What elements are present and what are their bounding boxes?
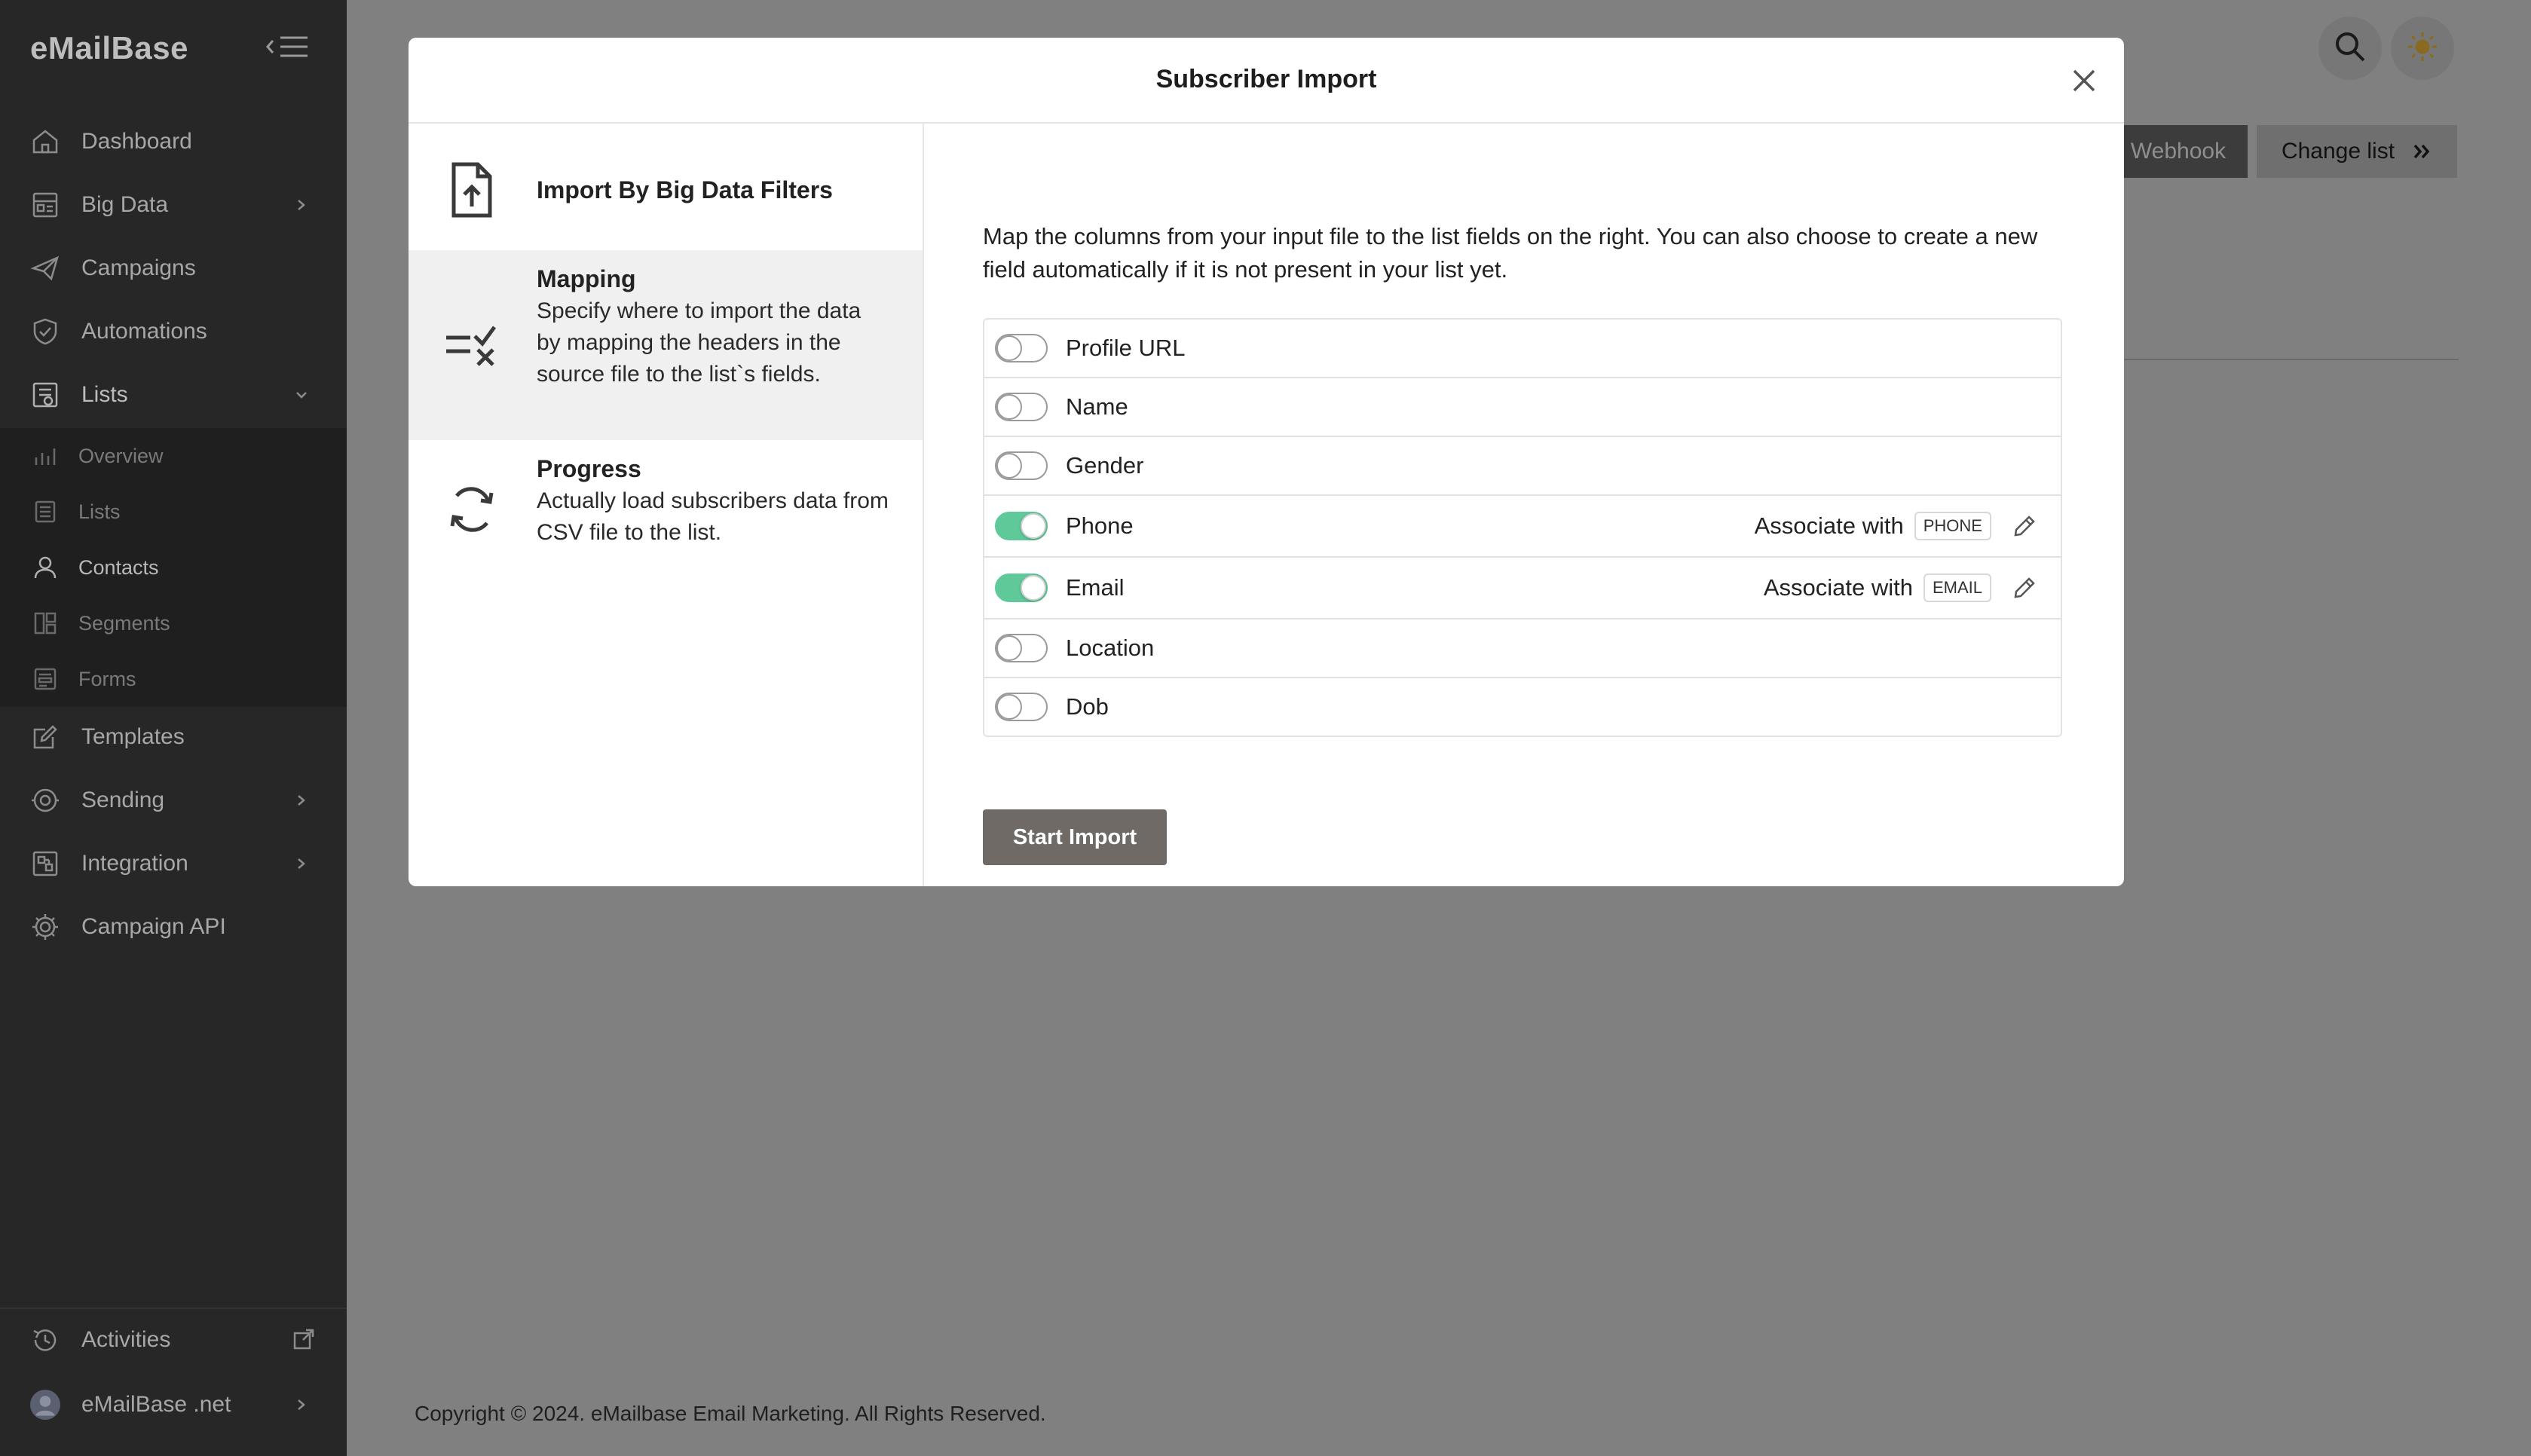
field-row-profile-url (984, 320, 2061, 378)
submenu-item-label: Segments (78, 611, 170, 635)
sidebar-item-label: Automations (81, 319, 207, 344)
chevron-right-icon (292, 790, 311, 811)
submenu-item-label: Forms (78, 667, 136, 690)
sidebar-item-label: Campaign API (81, 914, 226, 939)
field-name: Phone (1066, 512, 1134, 539)
field-tag-badge: EMAIL (1923, 574, 1991, 602)
avatar (29, 1388, 62, 1421)
sidebar-item-campaigns[interactable] (0, 237, 347, 300)
chevron-right-icon (292, 1394, 311, 1415)
webhook-button[interactable]: Webhook (2109, 125, 2248, 178)
close-icon (2067, 88, 2101, 101)
field-toggle[interactable] (995, 693, 1048, 721)
sidebar-item-integration[interactable] (0, 832, 347, 895)
history-icon (29, 1323, 62, 1357)
field-toggle[interactable] (995, 634, 1048, 662)
field-toggle[interactable] (995, 334, 1048, 362)
field-row-name (984, 378, 2061, 437)
sidebar-item-activities[interactable] (0, 1308, 347, 1372)
submenu-item-label: Overview (78, 444, 164, 467)
submenu-item-forms[interactable] (0, 651, 347, 707)
shield-check-icon (29, 315, 62, 348)
field-mapping-table (983, 318, 2062, 737)
sidebar-item-templates[interactable] (0, 705, 347, 769)
sidebar (0, 0, 347, 1456)
lists-submenu (0, 428, 347, 707)
list-icon (29, 378, 62, 411)
sidebar-item-label: Sending (81, 788, 165, 812)
field-row-gender (984, 437, 2061, 496)
sidebar-item-label: Templates (81, 724, 185, 749)
step-description: Specify where to import the data by mapping the headers in the source file to the list`s fields. (537, 298, 862, 387)
external-link-icon[interactable] (292, 1328, 315, 1349)
segments-icon (32, 610, 59, 637)
association (1764, 574, 2037, 602)
field-toggle[interactable] (995, 512, 1048, 540)
user-icon (32, 554, 59, 581)
chevron-right-icon (292, 853, 311, 874)
field-name: Email (1066, 574, 1125, 601)
sidebar-item-label: Campaigns (81, 255, 196, 280)
step-title: Import By Big Data Filters (537, 176, 833, 203)
field-name: Name (1066, 393, 1128, 420)
send-icon (29, 252, 62, 285)
database-icon (29, 188, 62, 222)
collapse-sidebar-icon[interactable] (265, 32, 311, 62)
field-row-dob (984, 678, 2061, 736)
step-title: Mapping (537, 265, 636, 292)
search-icon (2333, 29, 2367, 68)
pencil-icon[interactable] (2012, 514, 2037, 538)
submenu-item-lists[interactable] (0, 484, 347, 540)
submenu-item-label: Contacts (78, 555, 159, 579)
sidebar-item-campaign-api[interactable] (0, 895, 347, 959)
chevron-down-icon (292, 384, 311, 405)
modal-header (409, 38, 2124, 124)
sidebar-item-label: Activities (81, 1327, 171, 1352)
step-description: Actually load subscribers data from CSV file to the list. (537, 488, 889, 545)
theme-toggle-button[interactable] (2391, 17, 2454, 80)
sidebar-item-label: Big Data (81, 192, 169, 217)
mapping-instructions: Map the columns from your input file to the list fields on the right. You can also choose to create a new field automatically if it is not present in your list yet. (983, 223, 2038, 283)
import-steps (409, 124, 924, 886)
double-chevron-right-icon (2411, 141, 2432, 162)
modal-title: Subscriber Import (1155, 65, 1377, 93)
close-button[interactable] (2067, 63, 2101, 98)
step-mapping[interactable] (409, 250, 923, 440)
field-row-location (984, 619, 2061, 678)
sidebar-item-automations[interactable] (0, 300, 347, 363)
search-button[interactable] (2318, 17, 2382, 80)
field-name: Dob (1066, 693, 1109, 720)
change-list-label: Change list (2281, 139, 2395, 164)
sidebar-item-account[interactable] (0, 1373, 347, 1436)
field-toggle[interactable] (995, 574, 1048, 602)
list-icon (32, 498, 59, 525)
associate-label: Associate with (1763, 574, 1913, 601)
chevron-right-icon (292, 194, 311, 216)
association (1755, 512, 2037, 540)
change-list-button[interactable] (2257, 125, 2457, 178)
pencil-icon[interactable] (2012, 576, 2037, 600)
home-icon (29, 125, 62, 158)
integration-icon (29, 847, 62, 880)
field-tag-badge: PHONE (1914, 512, 1991, 540)
sidebar-item-label: eMailBase .net (81, 1392, 231, 1417)
step-title: Progress (537, 455, 641, 482)
field-name: Location (1066, 635, 1155, 661)
submenu-item-label: Lists (78, 500, 121, 523)
sending-icon (29, 784, 62, 817)
step-progress[interactable] (409, 440, 923, 561)
mapping-icon (442, 315, 502, 375)
field-toggle[interactable] (995, 451, 1048, 480)
edit-square-icon (29, 720, 62, 754)
step-import-by-big-data-filters[interactable] (409, 124, 923, 250)
gear-icon (29, 910, 62, 944)
sidebar-item-lists[interactable] (0, 363, 347, 427)
subscriber-import-modal (409, 38, 2124, 886)
sidebar-item-label: Lists (81, 382, 128, 407)
file-upload-icon (442, 160, 502, 220)
field-row-email (984, 558, 2061, 619)
copyright-text: Copyright © 2024. eMailbase Email Marketing. All Rights Reserved. (415, 1402, 1046, 1425)
sun-icon (2405, 29, 2440, 68)
sidebar-item-label: Integration (81, 851, 188, 876)
sidebar-item-dashboard[interactable] (0, 110, 347, 173)
field-toggle[interactable] (995, 393, 1048, 421)
submenu-item-contacts[interactable] (0, 540, 347, 595)
sidebar-item-sending[interactable] (0, 769, 347, 832)
submenu-item-overview[interactable] (0, 428, 347, 484)
mapping-content (924, 124, 2124, 886)
submenu-item-segments[interactable] (0, 595, 347, 651)
sidebar-item-label: Dashboard (81, 129, 192, 154)
start-import-button[interactable]: Start Import (983, 809, 1167, 865)
refresh-icon (442, 479, 502, 540)
field-name: Profile URL (1066, 335, 1186, 361)
bar-chart-icon (32, 442, 59, 470)
brand-logo: eMailBase (30, 30, 188, 66)
associate-label: Associate with (1754, 512, 1904, 539)
form-icon (32, 665, 59, 693)
sidebar-item-big-data[interactable] (0, 173, 347, 237)
field-name: Gender (1066, 452, 1144, 479)
field-row-phone (984, 496, 2061, 558)
